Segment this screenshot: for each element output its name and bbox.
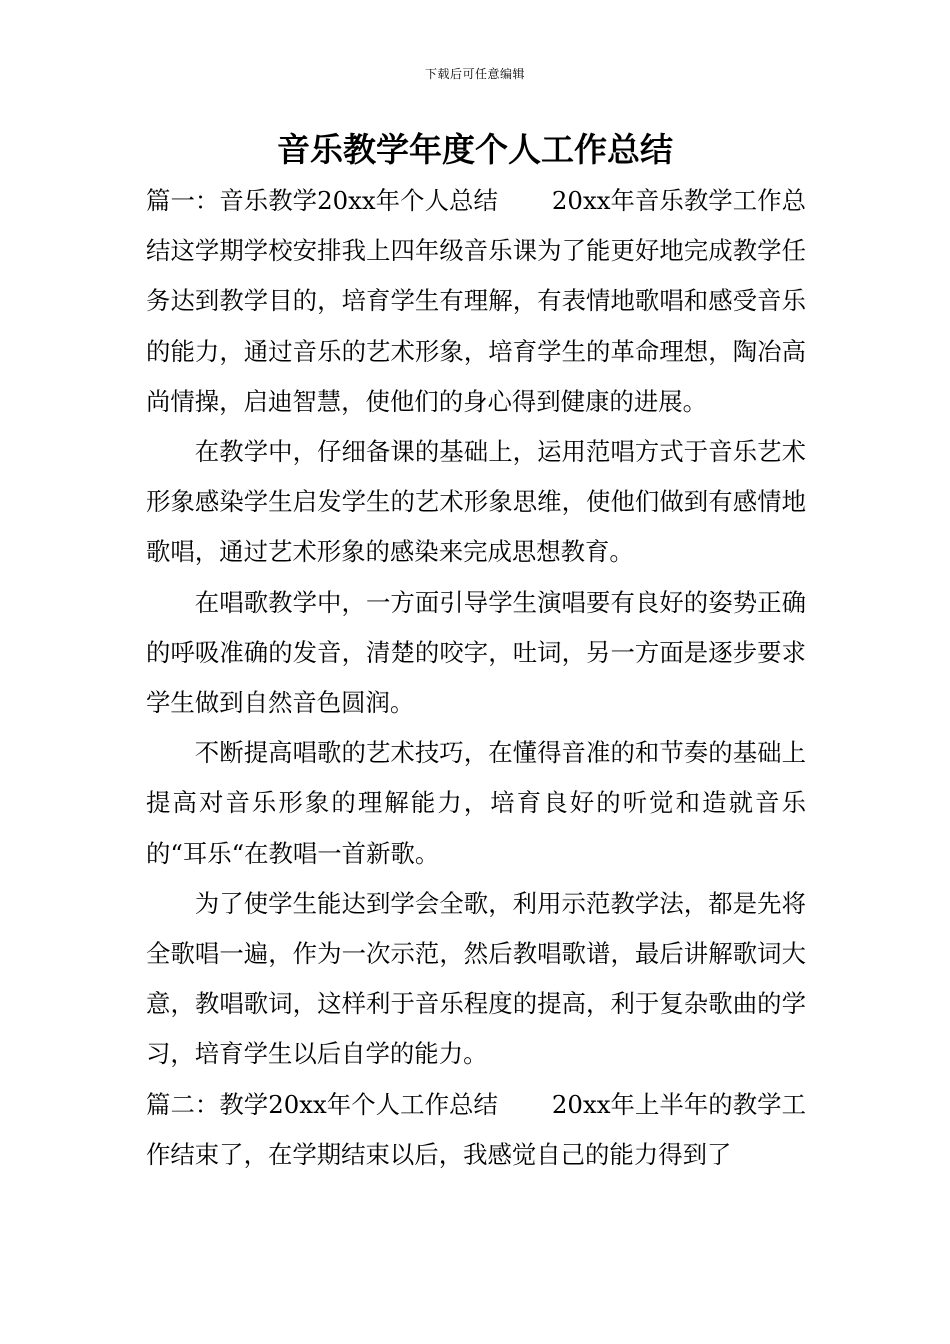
section-2-lead: 20xx年上半年的教学工作结束了，在学期结束以后，我感觉自己的能力得到了	[146, 1089, 806, 1169]
section-1-paragraph-1: 在教学中，仔细备课的基础上，运用范唱方式于音乐艺术形象感染学生启发学生的艺术形象思维，使他们做到有感情地歌唱，通过艺术形象的感染来完成思想教育。	[146, 437, 806, 567]
section-1-paragraph-3: 不断提高唱歌的艺术技巧，在懂得音准的和节奏的基础上提高对音乐形象的理解能力，培育良好的听觉和造就音乐的“耳乐“在教唱一首新歌。	[146, 738, 806, 868]
section-1-opening	[146, 176, 806, 427]
document-title: 音乐教学年度个人工作总结	[277, 130, 673, 169]
header-note: 下载后可任意编辑	[424, 67, 525, 81]
section-2-opening	[146, 1080, 806, 1180]
section-1-heading: 篇一：音乐教学20xx年个人总结	[146, 186, 498, 215]
section-1-paragraph-2: 在唱歌教学中，一方面引导学生演唱要有良好的姿势正确的呼吸准确的发音，清楚的咬字，吐词，另一方面是逐步要求学生做到自然音色圆润。	[146, 587, 806, 718]
section-1-lead: 20xx年音乐教学工作总结这学期学校安排我上四年级音乐课为了能更好地完成教学任务达到教学目的，培育学生有理解，有表情地歌唱和感受音乐的能力，通过音乐的艺术形象，培育学生的革命理想，陶冶高尚情操，启迪智慧，使他们的身心得到健康的进展。	[146, 186, 806, 416]
section-2-heading: 篇二：教学20xx年个人工作总结	[146, 1089, 498, 1119]
section-1-paragraph-4: 为了使学生能达到学会全歌，利用示范教学法，都是先将全歌唱一遍，作为一次示范，然后教唱歌谱，最后讲解歌词大意，教唱歌词，这样利于音乐程度的提高，利于复杂歌曲的学习，培育学生以后自学的能力。	[146, 888, 806, 1069]
document-body	[146, 176, 806, 1180]
